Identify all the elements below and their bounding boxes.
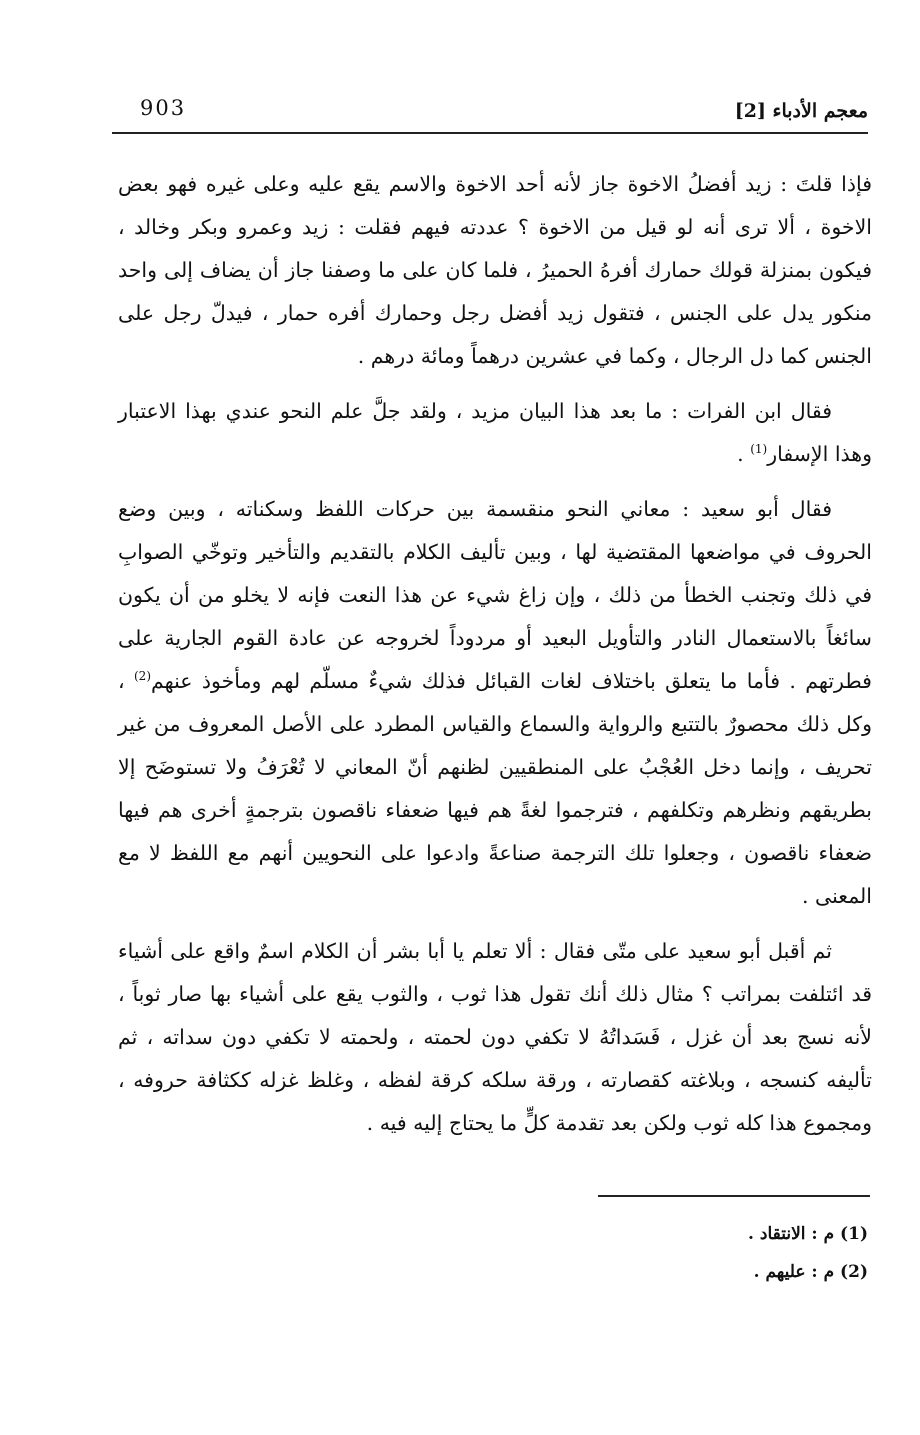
paragraph xyxy=(118,163,872,378)
paragraph-end: . xyxy=(737,442,744,466)
paragraph xyxy=(118,930,872,1145)
paragraph-text: ، وكل ذلك محصورٌ بالتتبع والرواية والسماع والقياس المطرد على الأصل المعروف من غير تحريف ، وإنما دخل العُجْبُ على المنطقيين لظنهم أنّ المعاني لا تُعْرَفُ ولا تستوضَح إلا بطريقهم ونظرهم وتكلفهم ، فترجموا لغةً هم فيها ضعفاء ناقصون بترجمةٍ أخرى هم فيها ضعفاء ناقصون ، وجعلوا تلك الترجمة صناعةً وادعوا على النحويين أنهم مع اللفظ لا مع المعنى . xyxy=(118,669,872,908)
footnote-ref: (1) xyxy=(750,442,768,457)
page-number: 903 xyxy=(140,96,187,120)
page-header xyxy=(112,96,868,130)
book-title: معجم الأدباء [2] xyxy=(734,100,868,122)
footnote: (2) م : عليهم . xyxy=(753,1262,868,1282)
footnote: (1) م : الانتقاد . xyxy=(748,1224,868,1244)
paragraph xyxy=(118,390,872,476)
footnote-ref: (2) xyxy=(133,669,151,684)
header-rule xyxy=(112,132,868,134)
paragraph-text: فقال ابن الفرات : ما بعد هذا البيان مزيد ، ولقد جلَّ علم النحو عندي بهذا الاعتبار وهذا الإسفار xyxy=(118,399,872,466)
footnotes xyxy=(500,1215,868,1291)
paragraph-text: ثم أقبل أبو سعيد على متّى فقال : ألا تعلم يا أبا بشر أن الكلام اسمٌ واقع على أشياء قد ائتلفت بمراتب ؟ مثال ذلك أنك تقول هذا ثوب ، والثوب يقع على أشياء بها صار ثوباً ، لأنه نسج بعد أن غزل ، فَسَداتُهُ لا تكفي دون لحمته ، ولحمته لا تكفي دون سداته ، ثم تأليفه كنسجه ، وبلاغته كقصارته ، ورقة سلكه كرقة لفظه ، وغلظ غزله ككثافة حروفه ، ومجموع هذا كله ثوب ولكن بعد تقدمة كلٍّ ما يحتاج إليه فيه . xyxy=(118,939,872,1135)
body-text xyxy=(118,163,872,1157)
paragraph-text: فإذا قلتَ : زيد أفضلُ الاخوة جاز لأنه أحد الاخوة والاسم يقع عليه وعلى غيره فهو بعض الاخوة ، ألا ترى أنه لو قيل من الاخوة ؟ عددته فيهم فقلت : زيد وعمرو وبكر وخالد ، فيكون بمنزلة قولك حمارك أفرهُ الحميرُ ، فلما كان على ما وصفنا جاز أن يضاف إلى واحد منكور يدل على الجنس ، فتقول زيد أفضل رجل وحمارك أفره حمار ، فيدلّ رجل على الجنس كما دل الرجال ، وكما في عشرين درهماً ومائة درهم . xyxy=(118,172,872,368)
paragraph xyxy=(118,488,872,918)
footnote-rule xyxy=(598,1195,870,1197)
paragraph-text: فقال أبو سعيد : معاني النحو منقسمة بين حركات اللفظ وسكناته ، وبين وضع الحروف في مواضعها المقتضية لها ، وبين تأليف الكلام بالتقديم والتأخير وتوخّي الصوابِ في ذلك وتجنب الخطأ من ذلك ، وإن زاغ شيء عن هذا النعت فإنه لا يخلو من أن يكون سائغاً بالاستعمال النادر والتأويل البعيد أو مردوداً لخروجه عن عادة القوم الجارية على فطرتهم . فأما ما يتعلق باختلاف لغات القبائل فذلك شيءٌ مسلّم لهم ومأخوذ عنهم xyxy=(118,497,872,693)
